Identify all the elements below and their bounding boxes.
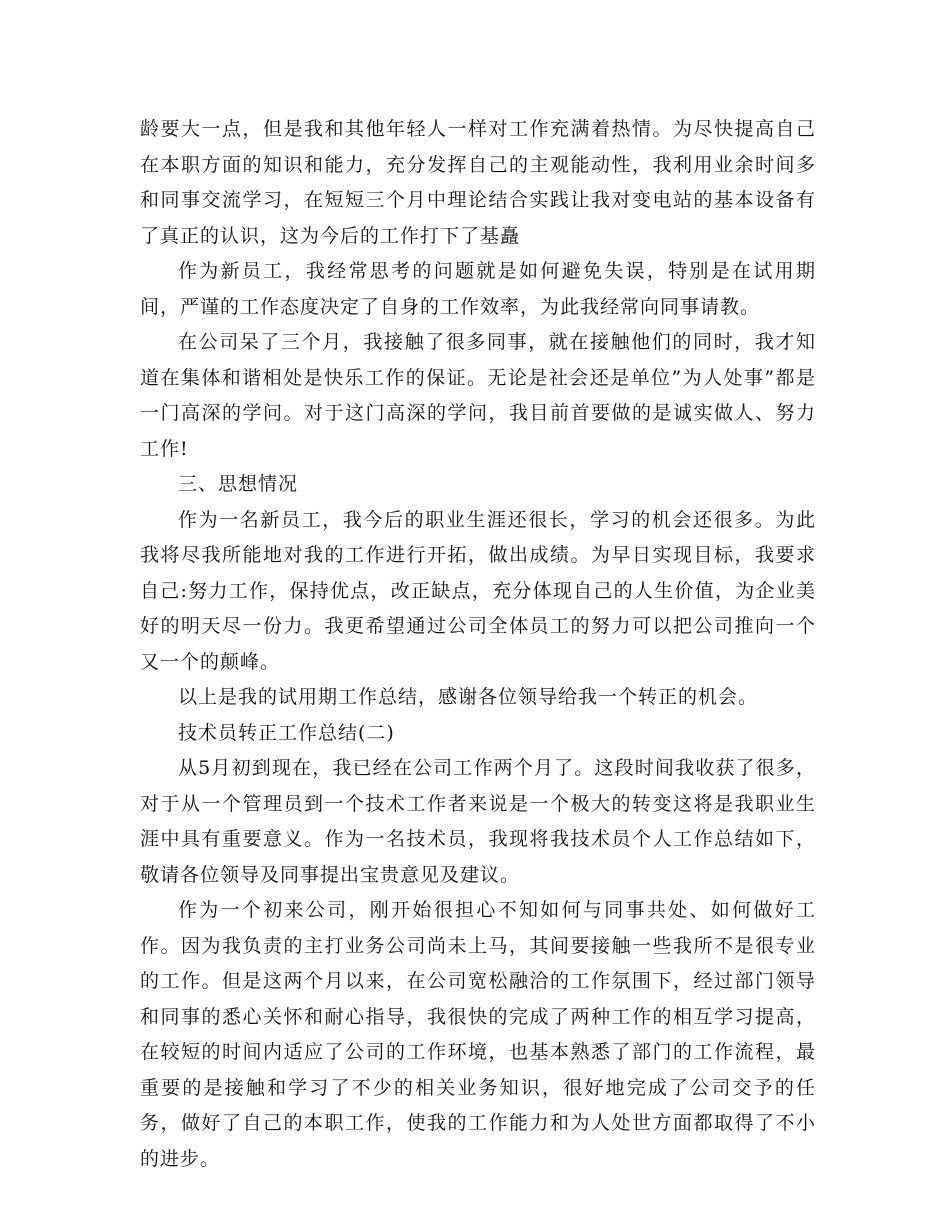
paragraph: 从5月初到现在，我已经在公司工作两个月了。这段时间我收获了很多，对于从一个管理员到一个技术工作者来说是一个极大的转变这将是我职业生涯中具有重要意义。作为一名技术员，我现将我技术员个人工作总结如下，敬请各位领导及同事提出宝贵意见及建议。 bbox=[140, 757, 816, 886]
paragraph: 作为一名新员工，我今后的职业生涯还很长，学习的机会还很多。为此我将尽我所能地对我的工作进行开拓，做出成绩。为早日实现目标，我要求自己:努力工作，保持优点，改正缺点，充分体现自己的人生价值，为企业美好的明天尽一份力。我更希望通过公司全体员工的努力可以把公司推向一个又一个的颠峰。 bbox=[140, 508, 816, 673]
paragraph: 以上是我的试用期工作总结，感谢各位领导给我一个转正的机会。 bbox=[178, 686, 759, 708]
paragraph: 在公司呆了三个月，我接触了很多同事，就在接触他们的同时，我才知道在集体和谐相处是快乐工作的保证。无论是社会还是单位”为人处事”都是一门高深的学问。对于这门高深的学问，我目前首要做的是诚实做人、努力工作! bbox=[140, 331, 816, 460]
paragraph-continued: 龄要大一点，但是我和其他年轻人一样对工作充满着热情。为尽快提高自己在本职方面的知识和能力，充分发挥自己的主观能动性，我利用业余时间多和同事交流学习，在短短三个月中理论结合实践让我对变电站的基本设备有了真正的认识，这为今后的工作打下了基矗 bbox=[140, 118, 816, 247]
document-body bbox=[140, 112, 816, 1177]
section-heading: 三、思想情况 bbox=[178, 473, 299, 495]
section-heading: 技术员转正工作总结(二) bbox=[178, 721, 395, 744]
paragraph: 作为新员工，我经常思考的问题就是如何避免失误，特别是在试用期间，严谨的工作态度决定了自身的工作效率，为此我经常向同事请教。 bbox=[140, 260, 816, 318]
paragraph: 作为一个初来公司，刚开始很担心不知如何与同事共处、如何做好工作。因为我负责的主打业务公司尚未上马，其间要接触一些我所不是很专业的工作。但是这两个月以来，在公司宽松融洽的工作氛围下，经过部门领导和同事的悉心关怀和耐心指导，我很快的完成了两种工作的相互学习提高，在较短的时间内适应了公司的工作环境，也基本熟悉了部门的工作流程，最重要的是接触和学习了不少的相关业务知识，很好地完成了公司交予的任务，做好了自己的本职工作，使我的工作能力和为人处世方面都取得了不小的进步。 bbox=[140, 899, 816, 1170]
